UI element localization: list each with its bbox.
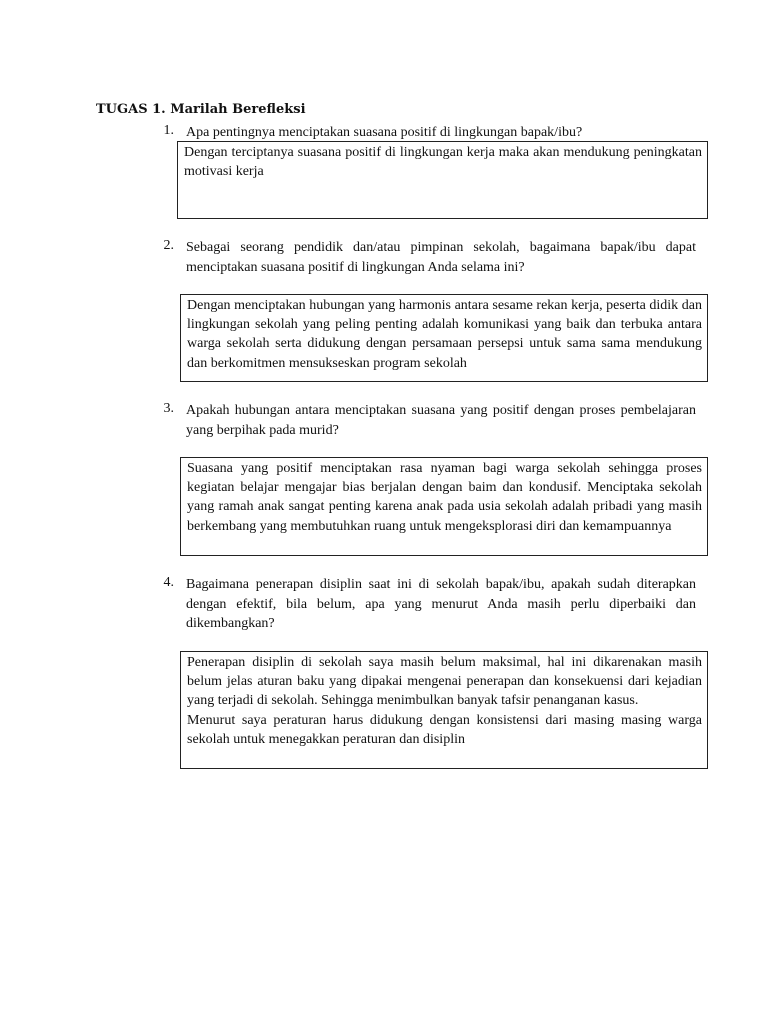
answer-3-box — [180, 457, 708, 556]
answer-4-text-paragraph-2: Menurut saya peraturan harus didukung dengan konsistensi dari masing masing warga sekolah untuk menegakkan peraturan dan disiplin — [187, 712, 702, 747]
question-4-number: 4. — [163, 575, 174, 590]
answer-2-box — [180, 294, 708, 382]
question-2-text: Sebagai seorang pendidik dan/atau pimpinan sekolah, bagaimana bapak/ibu dapat menciptakan suasana positif di lingkungan Anda selama ini? — [186, 240, 696, 275]
question-3-text: Apakah hubungan antara menciptakan suasana yang positif dengan proses pembelajaran yang berpihak pada murid? — [186, 403, 696, 438]
question-4-text: Bagaimana penerapan disiplin saat ini di sekolah bapak/ibu, apakah sudah diterapkan dengan efektif, bila belum, apa yang menurut Anda masih perlu diperbaiki dan dikembangkan? — [186, 577, 696, 631]
answer-1-box — [177, 141, 708, 219]
question-1-number: 1. — [163, 123, 174, 138]
question-2-number: 2. — [163, 238, 174, 253]
answer-3-text: Suasana yang positif menciptakan rasa nyaman bagi warga sekolah sehingga proses kegiatan belajar mengajar bias berjalan dengan baim dan kondusif. Menciptaka sekolah yang ramah anak sangat penting karena anak pada usia sekolah adalah pribadi yang masih berkembang yang membutuhkan ruang untuk mengeksplorasi diri dan kemampuannya — [187, 461, 702, 534]
question-3-number: 3. — [163, 401, 174, 416]
answer-1-text: Dengan terciptanya suasana positif di lingkungan kerja maka akan mendukung peningkatan motivasi kerja — [184, 145, 702, 180]
answer-4-box — [180, 651, 708, 769]
question-1-text: Apa pentingnya menciptakan suasana positif di lingkungan bapak/ibu? — [186, 125, 583, 140]
page-title: TUGAS 1. Marilah Berefleksi — [96, 102, 306, 117]
answer-4-text-paragraph-1: Penerapan disiplin di sekolah saya masih belum maksimal, hal ini dikarenakan masih belum jelas aturan baku yang dipakai mengenai penerapan dan konsekuensi dari kejadian yang terjadi di sekolah. Sehingga menimbulkan banyak tafsir penanganan kasus. — [187, 655, 702, 709]
answer-2-text: Dengan menciptakan hubungan yang harmonis antara sesame rekan kerja, peserta didik dan lingkungan sekolah yang peling penting adalah komunikasi yang baik dan terbuka antara warga sekolah serta didukung dengan persamaan persepsi untuk sama sama mendukung dan berkomitmen mensukseskan program sekolah — [187, 298, 702, 371]
